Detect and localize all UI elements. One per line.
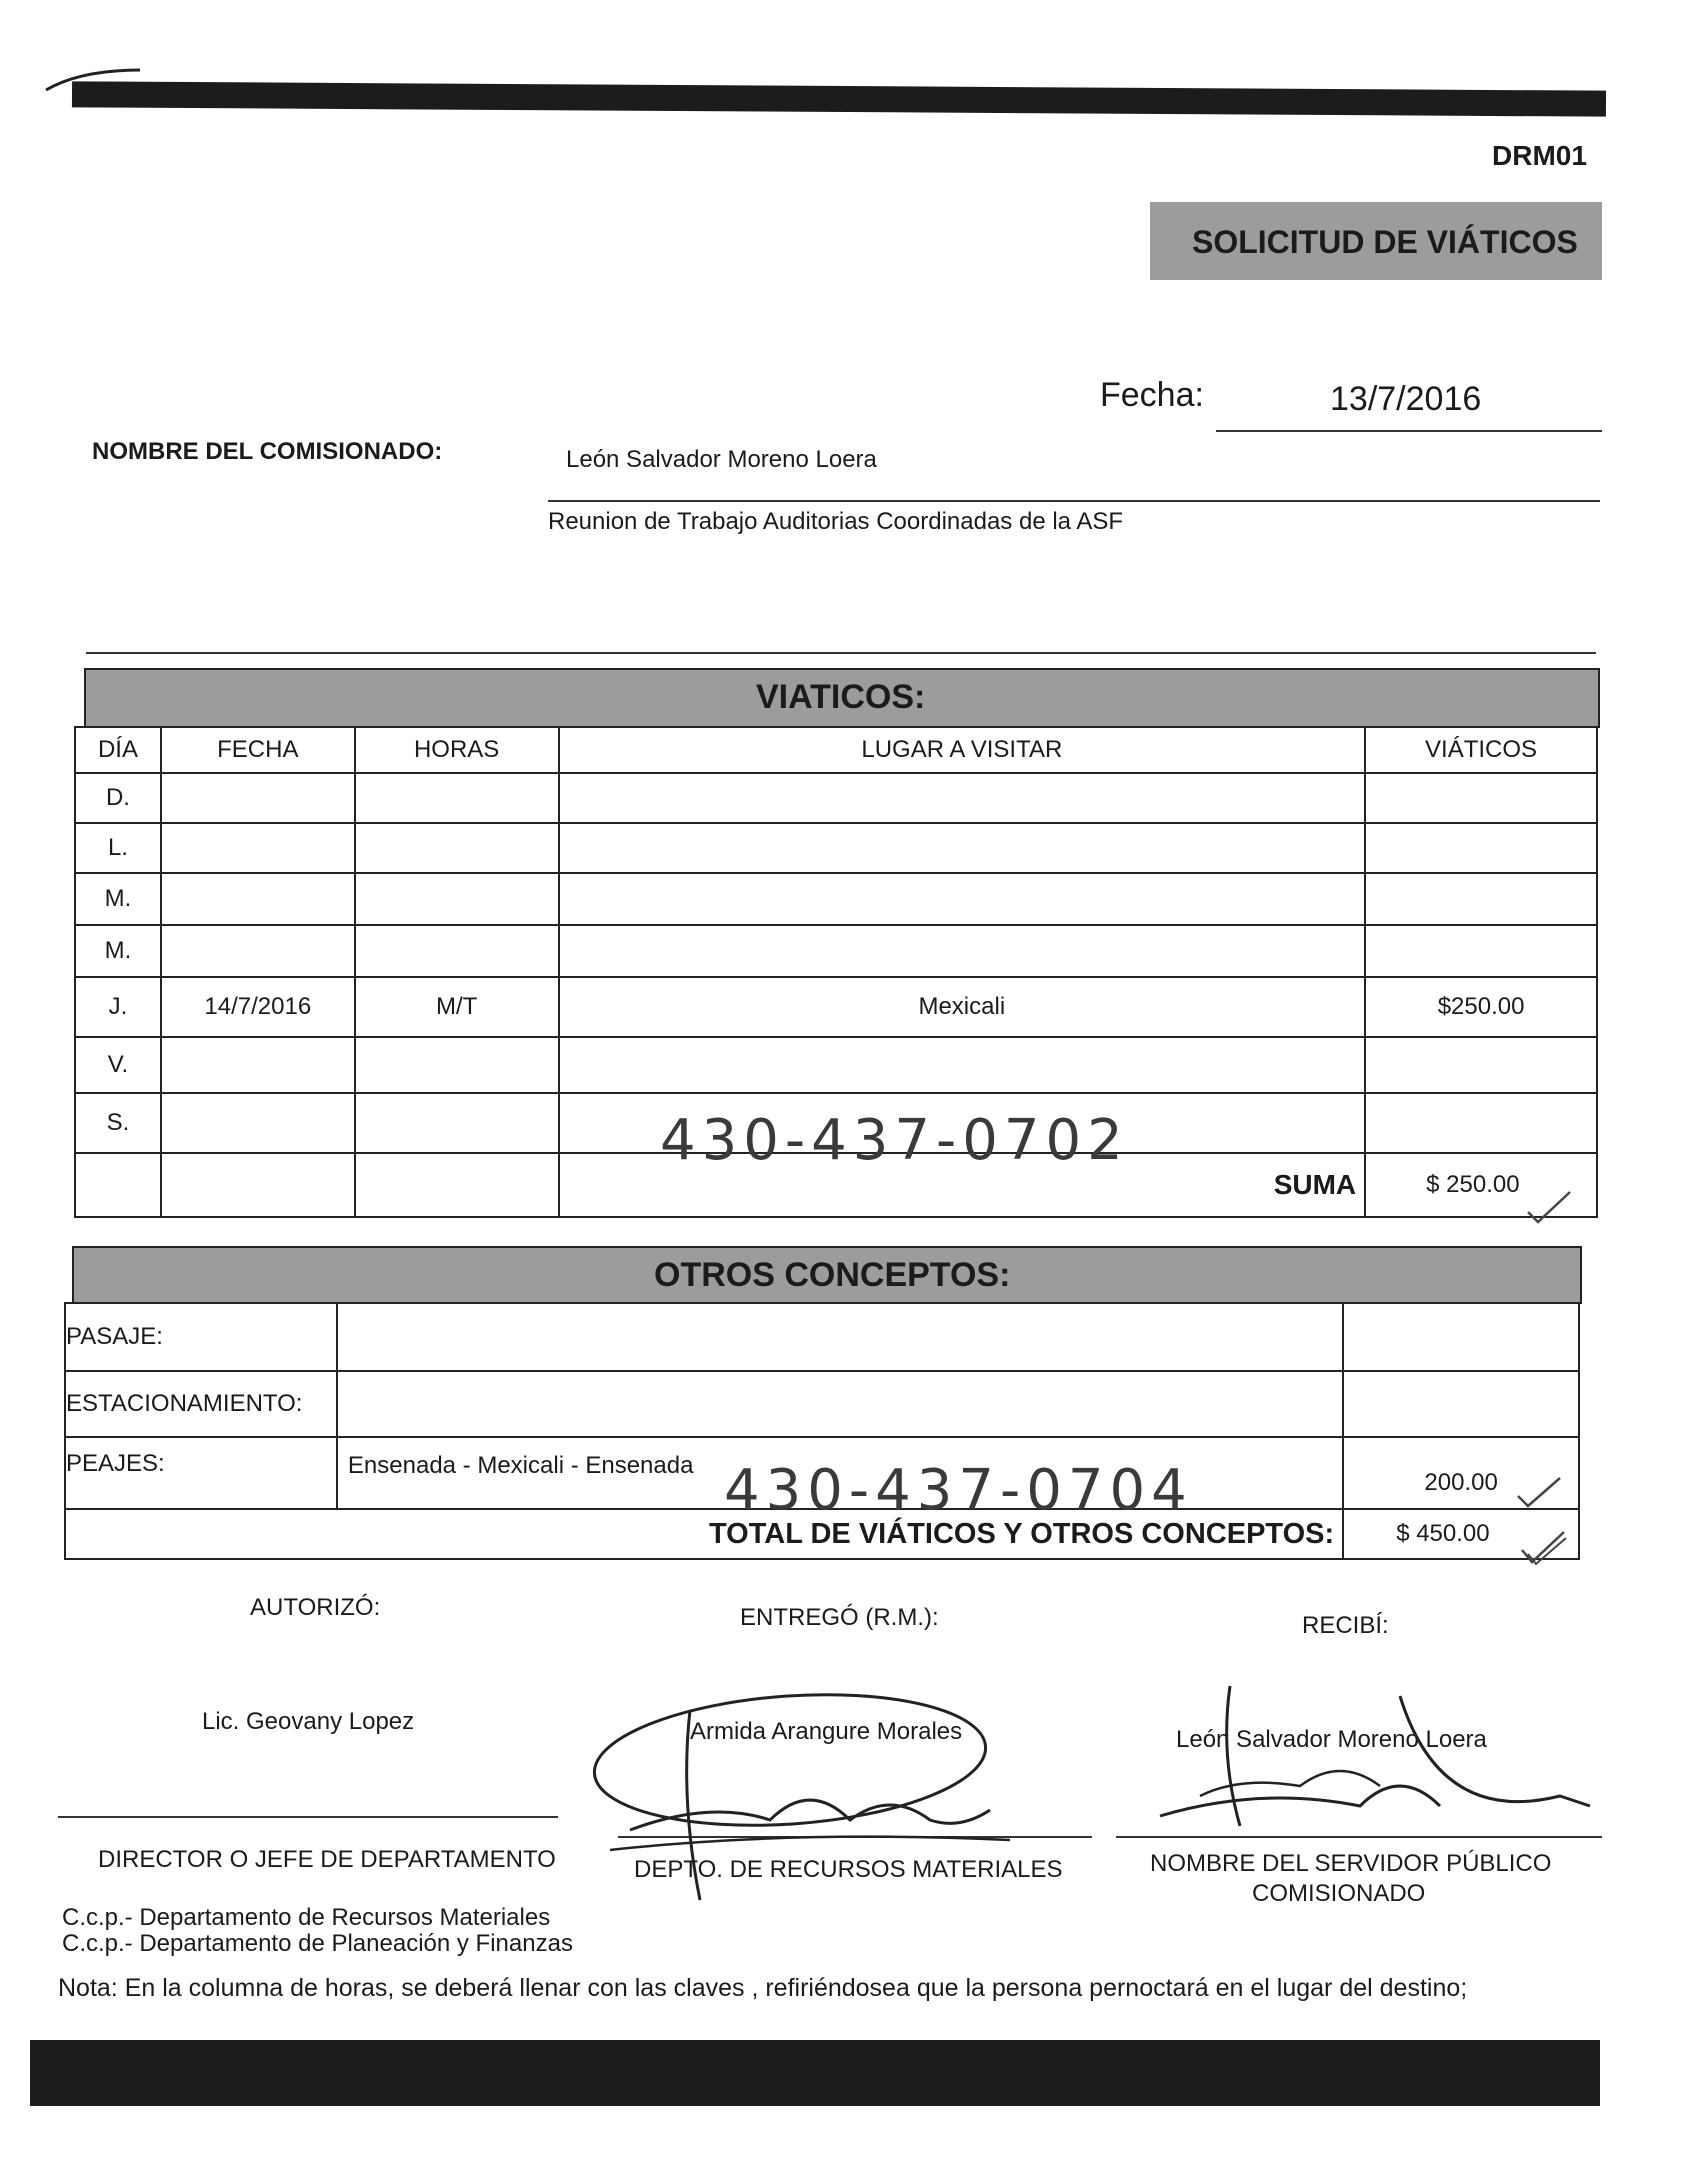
row-fecha — [161, 1037, 355, 1093]
suma-label: SUMA — [559, 1153, 1366, 1217]
row-lugar — [559, 1037, 1366, 1093]
row-dia: L. — [75, 823, 161, 873]
row-fecha — [161, 1093, 355, 1153]
col-dia-header: DÍA — [75, 727, 161, 773]
comisionado-name: León Salvador Moreno Loera — [566, 446, 877, 473]
recibi-label: RECIBÍ: — [1302, 1612, 1389, 1639]
row-horas — [355, 1037, 559, 1093]
row-viaticos — [1365, 823, 1597, 873]
nota: Nota: En la columna de horas, se deberá llenar con las claves , refiriéndosea que la persona pernoctará en el lugar del destino; — [58, 1974, 1468, 2002]
autorizo-label: AUTORIZÓ: — [250, 1594, 381, 1621]
table-row — [75, 873, 1597, 925]
recibi-name: León Salvador Moreno Loera — [1176, 1726, 1487, 1753]
otros-detail — [337, 1303, 1343, 1371]
signature-recibi — [1140, 1676, 1600, 1836]
table-row — [75, 977, 1597, 1037]
separator-line — [86, 652, 1596, 654]
col-lugar-header: LUGAR A VISITAR — [559, 727, 1366, 773]
fecha-label: Fecha: — [1100, 376, 1204, 414]
autorizo-role: DIRECTOR O JEFE DE DEPARTAMENTO — [98, 1846, 556, 1873]
row-fecha — [161, 773, 355, 823]
row-fecha — [161, 925, 355, 977]
col-horas-header: HORAS — [355, 727, 559, 773]
otros-detail: Ensenada - Mexicali - Ensenada — [337, 1437, 1343, 1509]
otros-heading-bar — [72, 1246, 1582, 1304]
table-row — [75, 773, 1597, 823]
viaticos-heading-bar — [84, 668, 1600, 728]
table-row — [75, 925, 1597, 977]
otros-label: PEAJES: — [65, 1437, 337, 1509]
row-dia: J. — [75, 977, 161, 1037]
comisionado-motivo: Reunion de Trabajo Auditorias Coordinadas de la ASF — [548, 508, 1124, 535]
top-bar — [72, 81, 1606, 116]
comisionado-line — [548, 500, 1600, 502]
otros-heading: OTROS CONCEPTOS: — [654, 1256, 1011, 1294]
form-title-text: SOLICITUD DE VIÁTICOS — [1192, 224, 1578, 260]
viaticos-heading: VIATICOS: — [756, 678, 926, 716]
row-lugar — [559, 773, 1366, 823]
form-title — [1150, 202, 1602, 280]
form-code: DRM01 — [1492, 140, 1587, 171]
recibi-role-2: COMISIONADO — [1252, 1880, 1426, 1907]
autorizo-line — [58, 1816, 558, 1818]
fecha-value: 13/7/2016 — [1330, 380, 1482, 418]
ccp-line-1: C.c.p.- Departamento de Recursos Materiales — [62, 1904, 551, 1931]
recibi-line — [1116, 1836, 1602, 1838]
row-horas — [355, 823, 559, 873]
row-dia: D. — [75, 773, 161, 823]
otros-detail — [337, 1371, 1343, 1437]
row-viaticos — [1365, 1093, 1597, 1153]
row-viaticos — [1365, 873, 1597, 925]
row-dia: M. — [75, 873, 161, 925]
handwritten-code-otros: 430-437-0704 — [724, 1458, 1193, 1523]
row-horas — [355, 1093, 559, 1153]
col-viaticos-header: VIÁTICOS — [1365, 727, 1597, 773]
row-fecha — [161, 823, 355, 873]
row-lugar: Mexicali — [559, 977, 1366, 1037]
row-viaticos — [1365, 773, 1597, 823]
row-horas — [355, 873, 559, 925]
entrego-role: DEPTO. DE RECURSOS MATERIALES — [634, 1856, 1063, 1883]
otros-amount — [1343, 1371, 1579, 1437]
table-row — [75, 1037, 1597, 1093]
row-lugar — [559, 823, 1366, 873]
row-viaticos: $250.00 — [1365, 977, 1597, 1037]
suma-value: $ 250.00 — [1365, 1153, 1597, 1217]
recibi-role-1: NOMBRE DEL SERVIDOR PÚBLICO — [1150, 1850, 1552, 1877]
ccp-line-2: C.c.p.- Departamento de Planeación y Finanzas — [62, 1930, 573, 1957]
entrego-label: ENTREGÓ (R.M.): — [740, 1604, 939, 1631]
row-horas: M/T — [355, 977, 559, 1037]
otros-amount — [1343, 1303, 1579, 1371]
row-viaticos — [1365, 925, 1597, 977]
otros-label: PASAJE: — [65, 1303, 337, 1371]
fecha-line — [1216, 430, 1602, 432]
comisionado-label: NOMBRE DEL COMISIONADO: — [92, 438, 443, 465]
row-dia: M. — [75, 925, 161, 977]
row-lugar — [559, 873, 1366, 925]
check-mark-icon — [1514, 1474, 1564, 1510]
row-viaticos — [1365, 1037, 1597, 1093]
viaticos-header-row — [75, 727, 1597, 773]
row-dia: S. — [75, 1093, 161, 1153]
row-fecha — [161, 873, 355, 925]
autorizo-name: Lic. Geovany Lopez — [202, 1708, 415, 1735]
row-horas — [355, 925, 559, 977]
col-fecha-header: FECHA — [161, 727, 355, 773]
otros-amount: 200.00 — [1343, 1437, 1579, 1509]
otros-label: ESTACIONAMIENTO: — [65, 1371, 337, 1437]
table-row — [65, 1371, 1579, 1437]
handwritten-code-viaticos: 430-437-0702 — [660, 1108, 1129, 1173]
entrego-name: Armida Arangure Morales — [690, 1718, 963, 1745]
row-horas — [355, 773, 559, 823]
signature-entrego — [590, 1680, 1030, 1920]
check-mark-icon — [1524, 1188, 1574, 1228]
table-row — [75, 823, 1597, 873]
table-row — [65, 1303, 1579, 1371]
bottom-bar — [30, 2040, 1600, 2106]
total-label: TOTAL DE VIÁTICOS Y OTROS CONCEPTOS: — [65, 1509, 1343, 1559]
row-dia: V. — [75, 1037, 161, 1093]
row-fecha: 14/7/2016 — [161, 977, 355, 1037]
row-lugar — [559, 925, 1366, 977]
total-value: $ 450.00 — [1343, 1509, 1579, 1559]
check-mark-icon — [1518, 1528, 1568, 1568]
corner-mark — [40, 60, 160, 100]
